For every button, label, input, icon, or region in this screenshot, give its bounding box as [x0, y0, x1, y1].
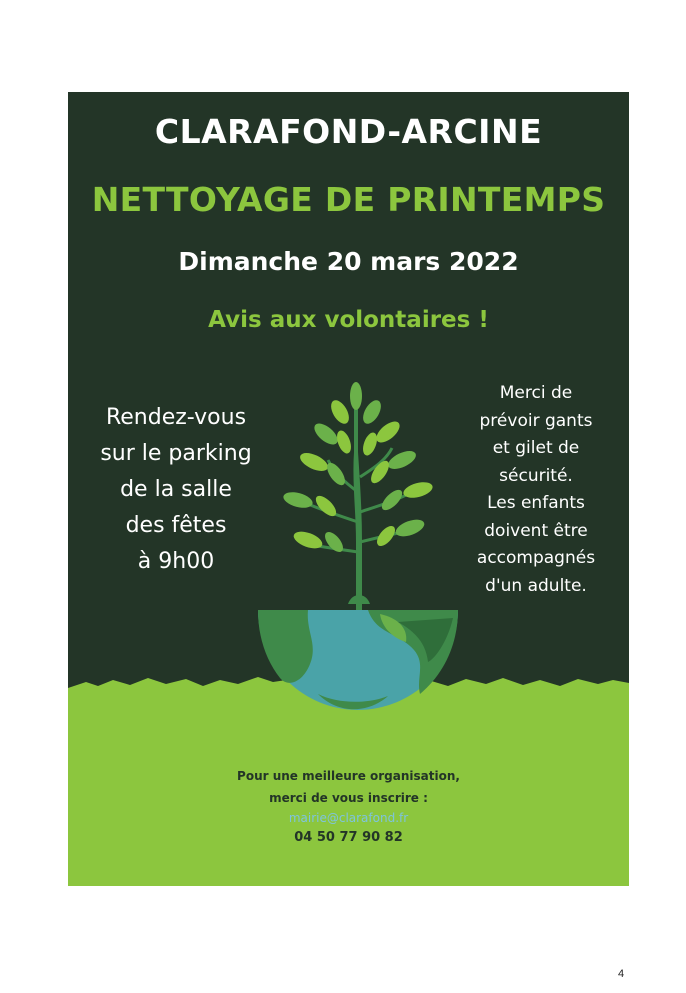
tree-icon [282, 382, 435, 610]
email-link[interactable]: mairie@clarafond.fr [288, 811, 409, 825]
advice-line: sécurité. [499, 465, 573, 486]
advice-line: et gilet de [492, 438, 580, 458]
page-number: 4 [618, 968, 625, 980]
advice-info [461, 380, 611, 600]
info-line: merci de vous inscrire : [269, 791, 428, 805]
meeting-line: de la salle [120, 477, 232, 502]
advice-line: d'un adulte. [485, 575, 587, 596]
meeting-line: sur le parking [100, 441, 252, 466]
advice-line: prévoir gants [479, 410, 593, 431]
half-globe-icon [258, 610, 458, 710]
meeting-info [86, 400, 266, 580]
advice-line: Les enfants [487, 493, 585, 513]
meeting-line: Rendez-vous [105, 405, 247, 430]
info-line: Pour une meilleure organisation, [237, 769, 460, 783]
event-title: NETTOYAGE DE PRINTEMPS [91, 180, 606, 219]
advice-line: doivent être [484, 520, 588, 541]
event-date: Dimanche 20 mars 2022 [178, 247, 519, 276]
meeting-line: à 9h00 [137, 549, 215, 574]
poster [68, 92, 629, 886]
tree-globe-illustration [248, 382, 468, 742]
meeting-line: des fêtes [125, 513, 227, 538]
advice-line: accompagnés [476, 548, 596, 568]
advice-line: Merci de [499, 383, 573, 403]
phone-number: 04 50 77 90 82 [294, 830, 403, 845]
volunteer-call: Avis aux volontaires ! [208, 307, 489, 333]
town-title: CLARAFOND-ARCINE [154, 112, 543, 151]
